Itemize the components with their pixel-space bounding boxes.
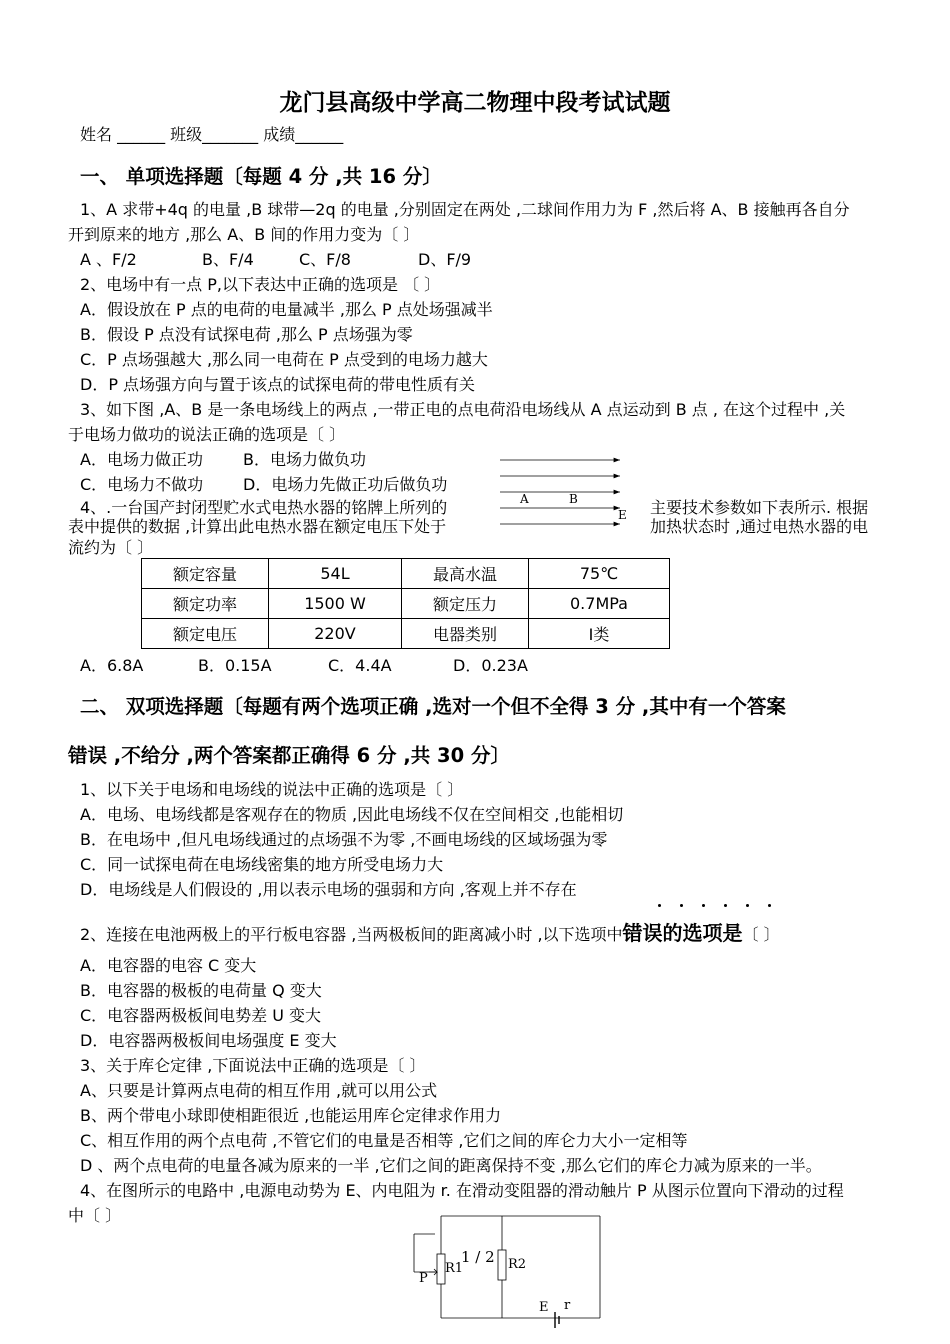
s2-q4-line2: 中〔 〕 bbox=[68, 1206, 122, 1225]
table-cell: 1500 W bbox=[269, 589, 402, 619]
slider-arrow bbox=[429, 1269, 437, 1275]
s2-q3-option-b: B、两个带电小球即使相距很近 ,也能运用库仑定律求作用力 bbox=[80, 1106, 502, 1125]
table-row bbox=[142, 589, 670, 619]
s1-q4-right2: 加热状态时 ,通过电热水器的电 bbox=[650, 517, 869, 536]
s2-q2-stem-pre: 2、连接在电池两极上的平行板电容器 ,当两极板间的距离减小时 ,以下选项中 bbox=[80, 925, 623, 944]
s2-q2-option-c: C．电容器两极板间电势差 U 变大 bbox=[80, 1006, 322, 1025]
field-lines-figure bbox=[496, 452, 636, 534]
table-cell: 电器类别 bbox=[402, 619, 529, 649]
s1-q3-option-d: D．电场力先做正功后做负功 bbox=[243, 475, 448, 494]
student-info-line: 姓名 ______ 班级_______ 成绩______ bbox=[80, 125, 344, 144]
r1-label: R1 bbox=[445, 1261, 464, 1276]
s1-q4-option-d: D．0.23A bbox=[453, 656, 528, 675]
table-cell: 最高水温 bbox=[402, 559, 529, 589]
s1-q4-option-a: A．6.8A bbox=[80, 656, 144, 675]
s1-q3-option-a: A．电场力做正功 bbox=[80, 450, 203, 469]
r2-label: R2 bbox=[508, 1257, 527, 1272]
s1-q2-option-a: A．假设放在 P 点的电荷的电量减半 ,那么 P 点处场强减半 bbox=[80, 300, 493, 319]
s1-q4-option-c: C．4.4A bbox=[328, 656, 392, 675]
s1-q1-option-a: A 、F/2 bbox=[80, 250, 137, 269]
s1-q1-line1: 1、A 求带+4q 的电量 ,B 球带—2q 的电量 ,分别固定在两处 ,二球间作用力为 F ,然后将 A、B 接触再各自分 bbox=[80, 200, 850, 219]
table-cell: 220V bbox=[269, 619, 402, 649]
point-a-label: A bbox=[520, 492, 529, 506]
s1-q3-option-b: B．电场力做负功 bbox=[243, 450, 366, 469]
s1-q4-line3: 流约为〔 〕 bbox=[68, 538, 154, 557]
table-cell: 0.7MPa bbox=[529, 589, 670, 619]
s2-q1-option-c: C．同一试探电荷在电场线密集的地方所受电场力大 bbox=[80, 855, 444, 874]
s2-q1-option-a: A．电场、电场线都是客观存在的物质 ,因此电场线不仅在空间相交 ,也能相切 bbox=[80, 805, 624, 824]
s2-q1-option-b: B．在电场中 ,但凡电场线通过的点场强不为零 ,不画电场线的区域场强为零 bbox=[80, 830, 608, 849]
s2-q3-option-c: C、相互作用的两个点电荷 ,不管它们的电量是否相等 ,它们之间的库仑力大小一定相等 bbox=[80, 1131, 688, 1150]
s1-q3-line1: 3、如下图 ,A、B 是一条电场线上的两点 ,一带正电的点电荷沿电场线从 A 点运动到 B 点 , 在这个过程中 ,关 bbox=[80, 400, 846, 419]
s2-q4-line1: 4、在图所示的电路中 ,电源电动势为 E、内电阻为 r. 在滑动变阻器的滑动触片 P 从图示位置向下滑动的过程 bbox=[80, 1181, 844, 1200]
s1-q1-option-d: D、F/9 bbox=[418, 250, 472, 269]
s1-q2-stem: 2、电场中有一点 P,以下表达中正确的选项是 〔 〕 bbox=[80, 275, 441, 294]
s1-q4-right1: 主要技术参数如下表所示. 根据 bbox=[650, 498, 869, 517]
table-cell: 额定功率 bbox=[142, 589, 269, 619]
resistor-r2 bbox=[498, 1250, 506, 1280]
section2-heading-line2: 错误 ,不给分 ,两个答案都正确得 6 分 ,共 30 分〕 bbox=[68, 744, 510, 767]
internal-r-label: r bbox=[564, 1298, 571, 1313]
table-cell: 额定电压 bbox=[142, 619, 269, 649]
s1-q1-line2: 开到原来的地方 ,那么 A、B 间的作用力变为〔 〕 bbox=[68, 225, 420, 244]
s2-q2-option-a: A．电容器的电容 C 变大 bbox=[80, 956, 257, 975]
table-row bbox=[142, 559, 670, 589]
s1-q4-option-b: B．0.15A bbox=[198, 656, 272, 675]
s2-q2-stem-emphasis: 错误的选项是 bbox=[622, 921, 743, 945]
s1-q3-option-c: C．电场力不做功 bbox=[80, 475, 204, 494]
slider-p-label: P bbox=[419, 1271, 428, 1286]
table-cell: 75℃ bbox=[529, 559, 670, 589]
s2-q3-option-d: D 、两个点电荷的电量各减为原来的一半 ,它们之间的距离保持不变 ,那么它们的库仑力减为原来的一半。 bbox=[80, 1156, 822, 1175]
s1-q1-option-b: B、F/4 bbox=[202, 250, 254, 269]
s2-q1-option-d: D．电场线是人们假设的 ,用以表示电场的强弱和方向 ,客观上并不存在 bbox=[80, 880, 577, 899]
s2-q3-stem: 3、关于库仑定律 ,下面说法中正确的选项是〔 〕 bbox=[80, 1056, 426, 1075]
page-title: 龙门县高级中学高二物理中段考试试题 bbox=[279, 90, 671, 116]
s2-q3-option-a: A、只要是计算两点电荷的相互作用 ,就可以用公式 bbox=[80, 1081, 438, 1100]
s2-q2-option-d: D．电容器两极板间电场强度 E 变大 bbox=[80, 1031, 337, 1050]
emphasis-dots bbox=[650, 904, 785, 912]
s2-q2-option-b: B．电容器的极板的电荷量 Q 变大 bbox=[80, 981, 322, 1000]
emf-e-label: E bbox=[539, 1300, 549, 1315]
heater-spec-table bbox=[141, 558, 670, 649]
section1-heading: 一、 单项选择题〔每题 4 分 ,共 16 分〕 bbox=[80, 165, 442, 188]
table-cell: 额定压力 bbox=[402, 589, 529, 619]
s1-q1-option-c: C、F/8 bbox=[299, 250, 351, 269]
point-b-label: B bbox=[569, 492, 578, 506]
section2-heading-line1: 二、 双项选择题〔每题有两个选项正确 ,选对一个但不全得 3 分 ,其中有一个答案 bbox=[80, 695, 786, 718]
resistor-r1 bbox=[437, 1254, 445, 1284]
page-number: 1 / 2 bbox=[461, 1248, 495, 1266]
s1-q2-option-d: D．P 点场强方向与置于该点的试探电荷的带电性质有关 bbox=[80, 375, 476, 394]
field-e-label: E bbox=[618, 508, 627, 522]
table-row bbox=[142, 619, 670, 649]
s1-q3-line2: 于电场力做功的说法正确的选项是〔 〕 bbox=[68, 425, 346, 444]
s1-q2-option-c: C．P 点场强越大 ,那么同一电荷在 P 点受到的电场力越大 bbox=[80, 350, 488, 369]
s1-q4-left1: 4、.一台国产封闭型贮水式电热水器的铭牌上所列的 bbox=[80, 498, 448, 517]
circuit-figure bbox=[405, 1210, 605, 1340]
table-cell: Ⅰ类 bbox=[529, 619, 670, 649]
s1-q4-left2: 表中提供的数据 ,计算出此电热水器在额定电压下处于 bbox=[68, 517, 447, 536]
table-cell: 54L bbox=[269, 559, 402, 589]
table-cell: 额定容量 bbox=[142, 559, 269, 589]
s2-q2-stem bbox=[80, 923, 780, 945]
s2-q2-stem-post: 〔 〕 bbox=[742, 925, 780, 944]
s2-q1-stem: 1、以下关于电场和电场线的说法中正确的选项是〔 〕 bbox=[80, 780, 464, 799]
s1-q2-option-b: B．假设 P 点没有试探电荷 ,那么 P 点场强为零 bbox=[80, 325, 413, 344]
